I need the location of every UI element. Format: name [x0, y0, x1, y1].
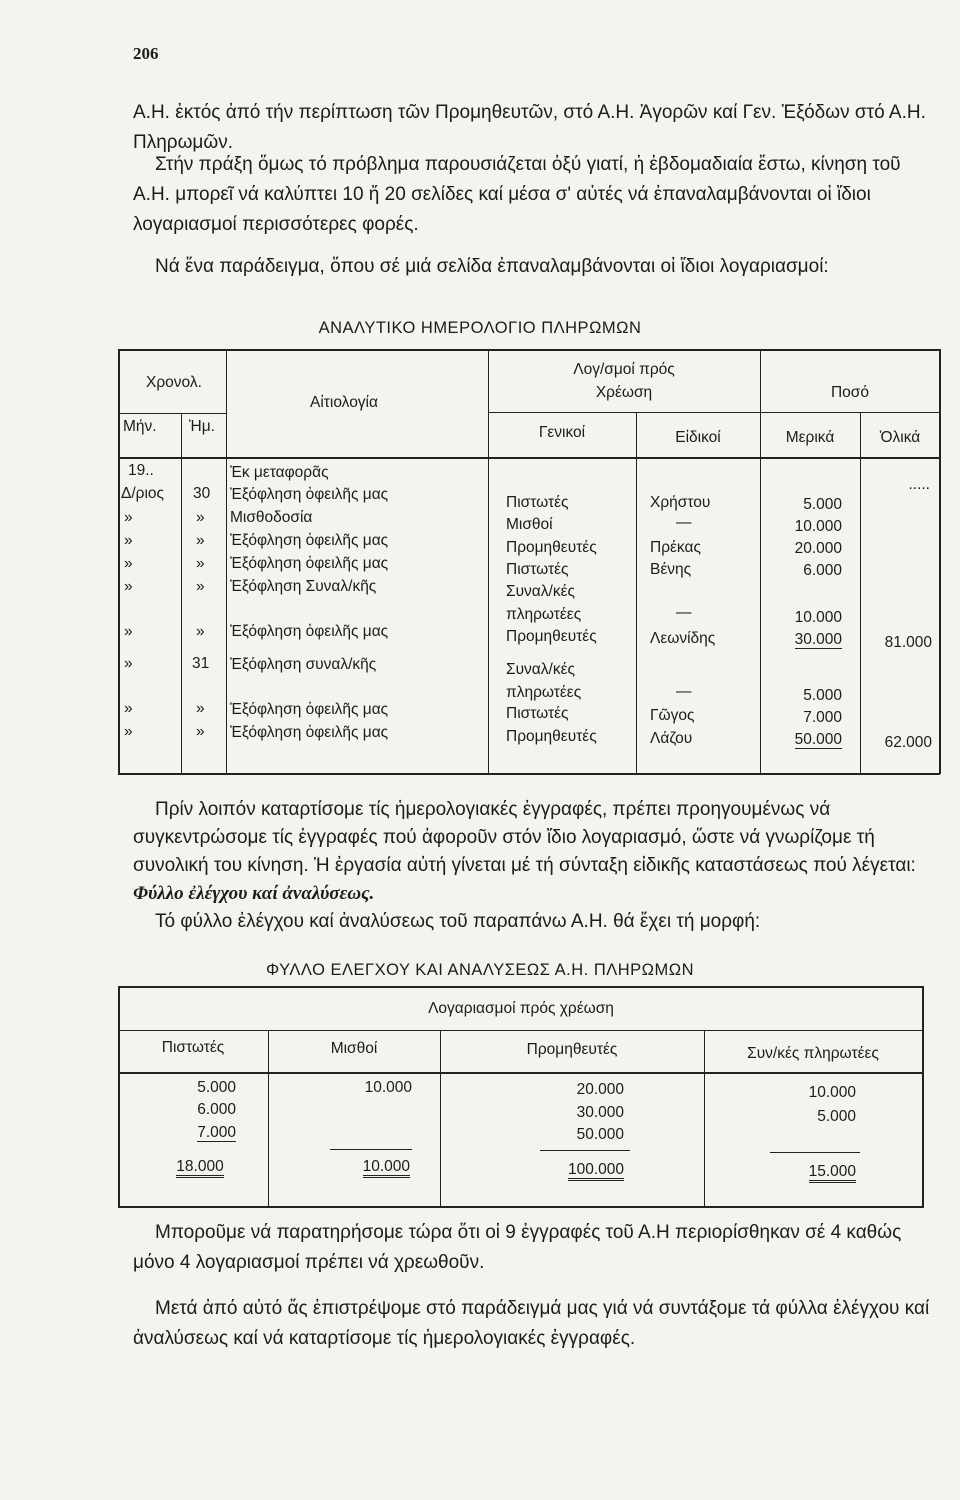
row1-desc: Ἐξόφληση ὀφειλῆς μας — [230, 486, 389, 503]
row2-partial: 10.000 — [794, 518, 842, 535]
col2-value1: 30.000 — [576, 1104, 624, 1121]
row4-desc: Ἐξόφληση ὀφειλῆς μας — [230, 555, 389, 572]
row8-month: » — [124, 655, 133, 672]
col3-value1: 5.000 — [817, 1108, 856, 1125]
row11-special: Λάζου — [650, 730, 693, 747]
header-amount: Ποσό — [830, 384, 869, 401]
col2-value2: 50.000 — [576, 1126, 624, 1143]
row2-special: — — [676, 514, 692, 531]
header-debit-line1: Λογ/σμοί πρός — [573, 361, 675, 378]
col1-value0: 10.000 — [364, 1079, 412, 1096]
header-aitiologia: Αἰτιολογία — [310, 394, 378, 411]
header-month: Μήν. — [123, 418, 157, 435]
row10-special: Γῶγος — [650, 707, 695, 724]
paragraph-5 — [133, 907, 933, 937]
col0-value1: 6.000 — [197, 1101, 236, 1118]
paragraph-4 — [133, 796, 933, 908]
col0-total — [158, 1158, 242, 1176]
row7-special: Λεωνίδης — [650, 630, 716, 647]
row0-desc: Ἐκ μεταφορᾶς — [230, 464, 329, 481]
col1-total-text: 10.000 — [363, 1158, 410, 1178]
col0-value2-text: 7.000 — [197, 1124, 236, 1141]
row1-month: Δ/ριος — [121, 485, 165, 502]
journal-title: ΑΝΑΛΥΤΙΚΟ ΗΜΕΡΟΛΟΓΙΟ ΠΛΗΡΩΜΩΝ — [318, 319, 642, 337]
row1-general: Πιστωτές — [506, 494, 569, 511]
paragraph-3 — [133, 252, 933, 282]
row3-general: Προμηθευτές — [506, 539, 597, 556]
header-debit-line2: Χρέωση — [595, 384, 653, 401]
row11-day: » — [196, 723, 205, 740]
page-number: 206 — [133, 44, 159, 63]
row1-partial: 5.000 — [803, 496, 842, 513]
row11-partial — [762, 731, 842, 749]
row7-partial — [762, 631, 842, 649]
col-pistotes-header: Πιστωτές — [161, 1039, 225, 1056]
row10-day: » — [196, 700, 205, 717]
row6-general: πληρωτέες — [506, 606, 582, 623]
control-sheet-title: ΦΥΛΛΟ ΕΛΕΓΧΟΥ ΚΑΙ ΑΝΑΛΥΣΕΩΣ Α.Η. ΠΛΗΡΩΜΩΝ — [265, 961, 695, 979]
paragraph-3-text: Νά ἕνα παράδειγμα, ὅπου σέ μιά σελίδα ἐπαναλαμβάνονται οἱ ἴδιοι λογαριασμοί: — [155, 256, 829, 277]
row4-day: » — [196, 555, 205, 572]
row3-desc: Ἐξόφληση ὀφειλῆς μας — [230, 532, 389, 549]
row6-partial: 10.000 — [794, 609, 842, 626]
col0-value2 — [150, 1124, 236, 1142]
row9-general: πληρωτέες — [506, 684, 582, 701]
col3-total — [770, 1163, 856, 1181]
paragraph-7-text: Μετά ἀπό αὐτό ἄς ἐπιστρέψομε στό παράδειγμά μας γιά νά συντάξομε τά φύλλα ἐλέγχου καί ἀναλύσεως καί νά καταρτίσομε τίς ἡμερολογιακές ἐγγραφές. — [133, 1298, 930, 1349]
row7-desc: Ἐξόφληση ὀφειλῆς μας — [230, 623, 389, 640]
row11-total: 62.000 — [884, 734, 932, 751]
row9-partial: 5.000 — [803, 687, 842, 704]
col0-total-text: 18.000 — [176, 1158, 223, 1178]
row4-special: Βένης — [650, 561, 692, 578]
row2-desc: Μισθοδοσία — [230, 509, 313, 526]
row10-partial: 7.000 — [803, 709, 842, 726]
row5-day: » — [196, 578, 205, 595]
row7-general: Προμηθευτές — [506, 628, 597, 645]
row1-special: Χρήστου — [650, 494, 711, 511]
col3-value0: 10.000 — [808, 1084, 856, 1101]
paragraph-2 — [133, 150, 933, 240]
paragraph-7 — [133, 1294, 933, 1354]
row7-month: » — [124, 623, 133, 640]
row8-day: 31 — [192, 655, 210, 672]
paragraph-6-text: Μποροῦμε νά παρατηρήσομε τώρα ὅτι οἱ 9 ἐγγραφές τοῦ Α.Η περιορίσθηκαν σέ 4 καθώς μόνο 4 λογαριασμοί πρέπει νά χρεωθοῦν. — [133, 1222, 902, 1273]
col0-value0: 5.000 — [197, 1079, 236, 1096]
row1-day: 30 — [193, 485, 211, 502]
row9-special: — — [676, 683, 692, 700]
col2-total-text: 100.000 — [568, 1161, 624, 1181]
col2-value0: 20.000 — [576, 1081, 624, 1098]
header-partial: Μερικά — [785, 429, 835, 446]
row7-day: » — [196, 623, 205, 640]
row7-partial-value: 30.000 — [794, 631, 842, 648]
row11-month: » — [124, 723, 133, 740]
row2-general: Μισθοί — [506, 516, 553, 533]
row11-general: Προμηθευτές — [506, 728, 597, 745]
row11-partial-value: 50.000 — [794, 731, 842, 748]
row5-desc: Ἐξόφληση Συναλ/κῆς — [230, 578, 377, 595]
control-header: Λογαριασμοί πρός χρέωση — [428, 1000, 614, 1017]
col3-total-text: 15.000 — [809, 1163, 856, 1183]
col1-total — [310, 1158, 410, 1176]
header-special: Εἰδικοί — [675, 429, 721, 446]
paragraph-5-text: Τό φύλλο ἐλέγχου καί ἀναλύσεως τοῦ παραπάνω Α.Η. θά ἔχει τή μορφή: — [155, 911, 761, 932]
row4-partial: 6.000 — [803, 562, 842, 579]
row3-month: » — [124, 532, 133, 549]
row5-general: Συναλ/κές — [506, 583, 575, 600]
row6-special: — — [676, 604, 692, 621]
row3-partial: 20.000 — [794, 540, 842, 557]
row2-day: » — [196, 509, 205, 526]
col-synallagmatikes-header: Συν/κές πληρωτέες — [747, 1045, 879, 1062]
row10-month: » — [124, 700, 133, 717]
row0-month: 19.. — [128, 462, 154, 479]
paragraph-6 — [133, 1218, 933, 1278]
row3-day: » — [196, 532, 205, 549]
col2-total — [530, 1161, 624, 1179]
row2-month: » — [124, 509, 133, 526]
paragraph-4-text: Πρίν λοιπόν καταρτίσομε τίς ἡμερολογιακές ἐγγραφές, πρέπει προηγουμένως νά συγκεντρώσομε τίς ἐγγραφές πού ἀφοροῦν στόν ἴδιο λογαριασμό, ὥστε νά γνωρίζομε τή συνολική του κίνηση. Ἡ ἐργασία αὐτή γίνεται μέ τή σύνταξη εἰδικῆς καταστάσεως πού λέγεται: — [133, 799, 916, 876]
row4-month: » — [124, 555, 133, 572]
paragraph-4-emphasis: Φύλλο ἐλέγχου καί ἀναλύσεως. — [133, 883, 375, 904]
row8-desc: Ἐξόφληση συναλ/κῆς — [230, 656, 377, 673]
row7-total: 81.000 — [884, 634, 932, 651]
row11-desc: Ἐξόφληση ὀφειλῆς μας — [230, 724, 389, 741]
paragraph-2-text: Στήν πράξη ὅμως τό πρόβλημα παρουσιάζεται ὀξύ γιατί, ἡ ἑβδομαδιαία ἔστω, κίνηση τοῦ Α.Η. μπορεῖ νά καλύπτει 10 ἤ 20 σελίδες καί μέσα σ' αὐτές νά ἐπαναλαμβάνονται οἱ ἴδιοι λογαριασμοί περισσότερες φορές. — [133, 154, 901, 235]
paragraph-1: Α.Η. ἐκτός ἀπό τήν περίπτωση τῶν Προμηθευτῶν, στό Α.Η. Ἀγορῶν καί Γεν. Ἐξόδων στό Α.Η. Πληρωμῶν. — [133, 102, 926, 153]
row10-desc: Ἐξόφληση ὀφειλῆς μας — [230, 701, 389, 718]
header-total: Ὁλικά — [879, 429, 921, 446]
row3-special: Πρέκας — [650, 539, 701, 556]
header-general: Γενικοί — [538, 424, 586, 441]
col-promitheftes-header: Προμηθευτές — [526, 1041, 618, 1058]
header-day: Ἡμ. — [189, 418, 215, 435]
row10-general: Πιστωτές — [506, 705, 569, 722]
header-chronol: Χρονολ. — [146, 374, 202, 391]
row4-general: Πιστωτές — [506, 561, 569, 578]
col-misthoi-header: Μισθοί — [330, 1040, 378, 1057]
row8-general: Συναλ/κές — [506, 661, 575, 678]
row5-month: » — [124, 578, 133, 595]
row0-total: ..... — [908, 476, 930, 493]
